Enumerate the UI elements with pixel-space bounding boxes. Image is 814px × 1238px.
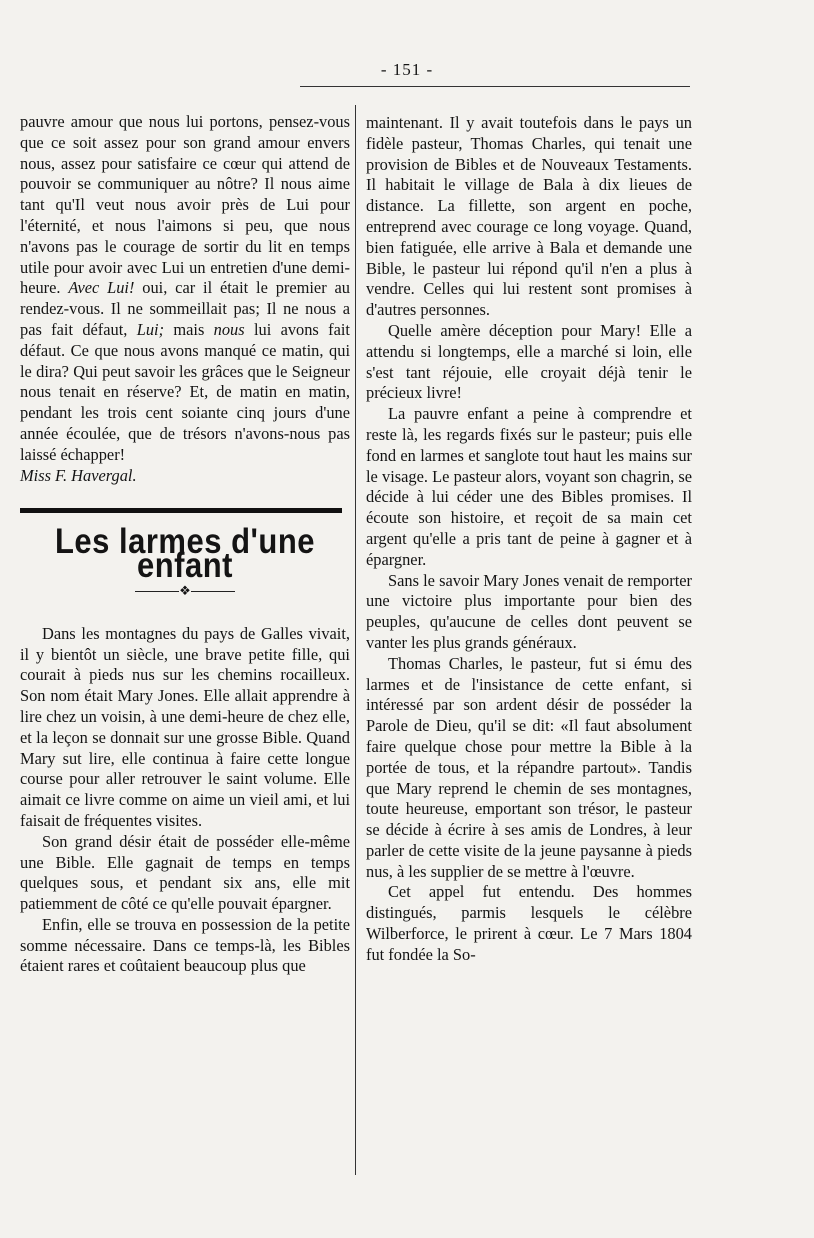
paragraph-text: lui avons fait défaut. Ce que nous avons manqué ce matin, qui le dira? Qui peut savoir les grâces que le Seigneur nous tenait en réserve? Et, de matin en matin, pendant les trois cent soiante cinq jours d'une année écoulée, que de trésors n'avons-nous pas laissé échapper! xyxy=(20,319,350,464)
paragraph: Quelle amère déception pour Mary! Elle a attendu si longtemps, elle a marché si loin, elle s'est tant réjouie, elle croyait déjà tenir le précieux livre! xyxy=(366,320,692,403)
ornament-divider: ❖ xyxy=(20,581,350,602)
emphasis: nous xyxy=(213,319,245,339)
paragraph-text: oui, car il était le premier au rendez-vous. Il ne sommeillait pas; Il ne nous a pas fait défaut, xyxy=(20,278,350,339)
paragraph: Sans le savoir Mary Jones venait de remporter une victoire plus importante pour bien des peuples, qu'aucune de celles dont peuvent se vanter les plus grands généraux. xyxy=(366,570,692,652)
paragraph: Cet appel fut entendu. Des hommes distingués, parmis lesquels le célèbre Wilberforce, le prirent à cœur. Le 7 Mars 1804 fut fondée la So- xyxy=(366,882,692,964)
paragraph: Thomas Charles, le pasteur, fut si ému des larmes et de l'insistance de cette enfant, si intéressé par son ardent désir de posséder la Parole de Dieu, qu'il se dit: «Il faut absolument faire quelque chose pour mettre la Bible à la portée de tous, et la répandre partout». Tandis que Mary reprend le chemin de ses montagnes, toute heureuse, emportant son trésor, le pasteur se décide à écrire à ses amis de Londres, à leur parler de cette visite de la jeune paysanne à pieds nus, à les supplier de se mettre à l'œuvre. xyxy=(366,653,692,881)
header-rule xyxy=(300,86,690,87)
section-title: Les larmes d'une enfant xyxy=(54,521,316,586)
paragraph: La pauvre enfant a peine à comprendre et reste là, les regards fixés sur le pasteur; puis elle fond en larmes et sanglote tout haut les mains sur le visage. Le pasteur alors, voyant son chagrin, se décide à lui céder une des Bibles promises. Il écoute son histoire, et reçoit de sa main cet argent qu'elle a pris tant de peine à gagner et à épargner. xyxy=(366,404,692,569)
paragraph: maintenant. Il y avait toutefois dans le pays un fidèle pasteur, Thomas Charles, qui tenait une provision de Bibles et de Nouveaux Testaments. Il habitait le village de Bala à dix lieues de distance. La fillette, son argent en poche, entreprend avec courage ce long voyage. Quand, bien fatiguée, elle arrive à Bala et demande une Bible, le pasteur lui répond qu'il n'en a plus à vendre. Celles qui lui restent sont promises à d'autres personnes. xyxy=(366,113,692,320)
right-column xyxy=(366,113,692,966)
paragraph xyxy=(20,112,350,466)
left-column xyxy=(20,112,350,977)
paragraph-text: pauvre amour que nous lui portons, pensez-vous que ce soit assez pour son grand amour envers nous, assez pour satisfaire ce cœur qui attend de pouvoir se communiquer au nôtre? Il nous aime tant qu'Il veut nous avoir près de Lui pour l'éternité, et nous l'aimons si peu, que nous n'avons pas le courage de sortir du lit en temps utile pour avoir avec Lui un entretien d'une demi-heure. xyxy=(20,112,350,298)
emphasis: Lui; xyxy=(136,319,165,339)
paragraph: Son grand désir était de posséder elle-même une Bible. Elle gagnait de temps en temps quelques sous, et pendant six ans, elle mit patiemment de côté ce qu'elle pouvait épargner. xyxy=(20,831,350,914)
page-number: - 151 - xyxy=(380,60,434,79)
column-divider xyxy=(355,105,356,1175)
paragraph-text: mais xyxy=(164,319,214,339)
paragraph: Dans les montagnes du pays de Galles vivait, il y bientôt un siècle, une brave petite fille, qui courait à pieds nus sur les chemins rocailleux. Son nom était Mary Jones. Elle allait apprendre à lire chez un voisin, à une demi-heure de chez elle, et la leçon se donnait sur une grosse Bible. Quand Mary sut lire, elle continua à faire cette longue course pour aller retrouver le saint volume. Elle aimait ce livre comme on aime un vieil ami, et lui faisait de fréquentes visites. xyxy=(20,623,350,830)
emphasis: Avec Lui! xyxy=(68,278,135,298)
signature: Miss F. Havergal. xyxy=(20,465,137,485)
paragraph: Enfin, elle se trouva en possession de la petite somme nécessaire. Dans ce temps-là, les Bibles étaient rares et coûtaient beaucoup plus que xyxy=(20,914,350,976)
section-divider xyxy=(20,508,342,513)
